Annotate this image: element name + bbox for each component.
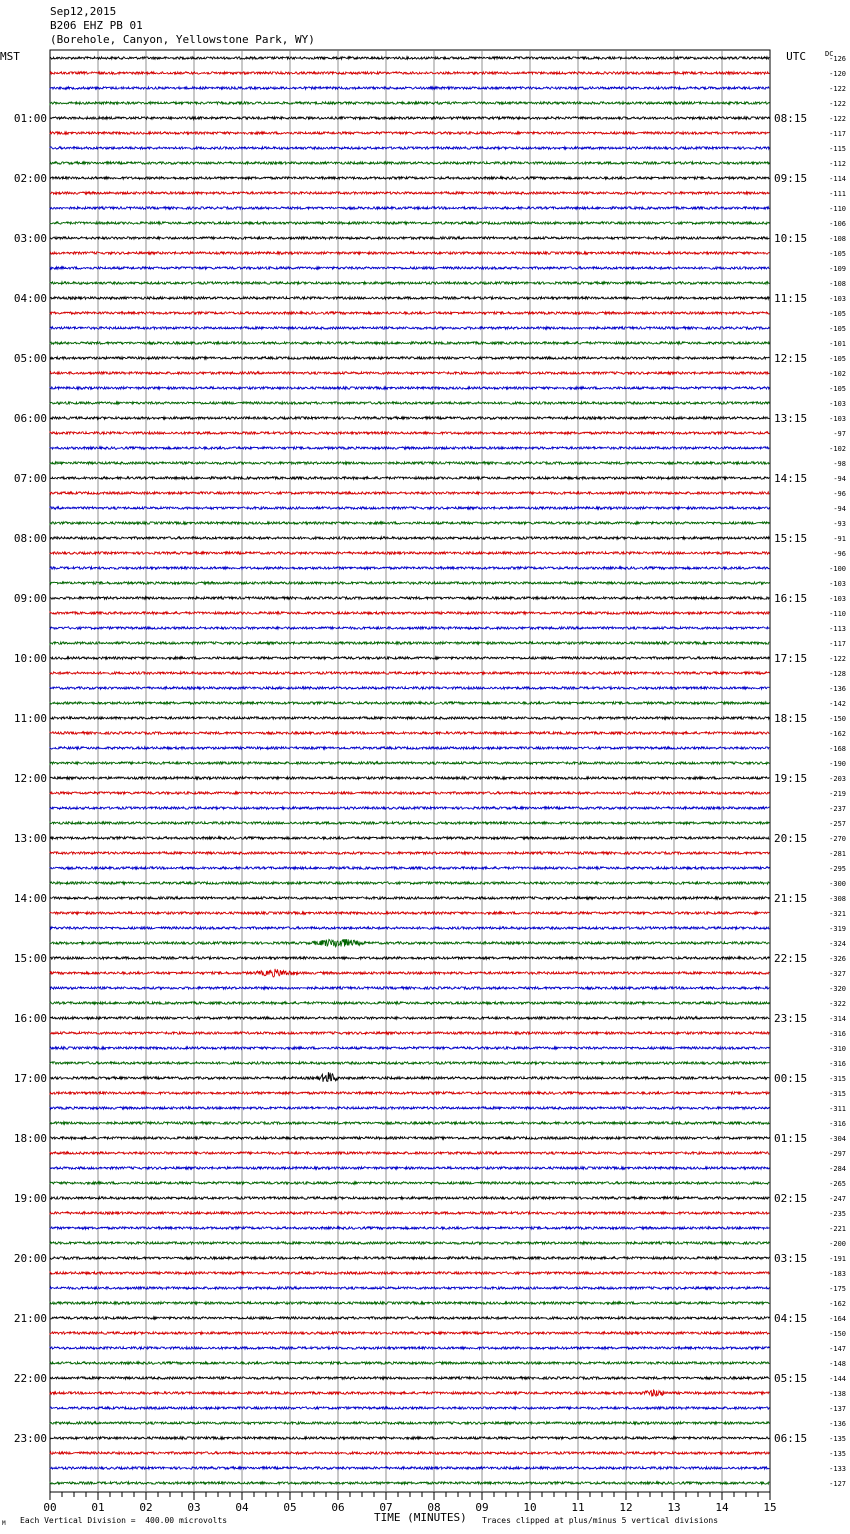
dc-offset-label: -295 [829, 865, 846, 873]
seismic-trace [50, 492, 769, 494]
mst-hour-label: 23:00 [13, 1432, 47, 1445]
seismic-trace [50, 1317, 769, 1319]
seismic-trace [50, 477, 769, 479]
dc-offset-label: -135 [829, 1450, 846, 1458]
seismic-trace [50, 207, 769, 209]
seismic-trace [50, 762, 769, 764]
seismic-trace [50, 1437, 769, 1439]
x-tick-label: 03 [187, 1501, 201, 1514]
dc-offset-label: -105 [829, 325, 846, 333]
dc-offset-label: -137 [829, 1405, 846, 1413]
seismic-trace [50, 447, 769, 449]
scale-note: Each Vertical Division = 400.00 microvolts [20, 1516, 228, 1525]
seismic-trace [50, 1167, 769, 1169]
mst-hour-label: 19:00 [13, 1192, 47, 1205]
seismic-trace [50, 507, 769, 509]
seismic-trace [50, 567, 769, 569]
utc-hour-label: 13:15 [774, 412, 808, 425]
dc-offset-label: -315 [829, 1090, 846, 1098]
dc-offset-label: -110 [829, 610, 846, 618]
seismic-trace [50, 1377, 769, 1379]
dc-offset-label: -100 [829, 565, 846, 573]
utc-hour-label: 02:15 [774, 1192, 808, 1205]
seismic-trace [50, 807, 769, 809]
utc-hour-label: 05:15 [774, 1372, 808, 1385]
dc-offset-label: -265 [829, 1180, 846, 1188]
seismic-trace [50, 462, 769, 464]
dc-offset-label: -98 [833, 460, 846, 468]
mst-hour-label: 11:00 [13, 712, 47, 725]
corner-mark: M [2, 1520, 6, 1527]
seismic-trace [50, 792, 769, 794]
dc-offset-label: -316 [829, 1120, 846, 1128]
dc-offset-label: -96 [833, 550, 846, 558]
seismic-trace [50, 1092, 769, 1094]
seismic-trace [50, 1332, 769, 1334]
mst-hour-label: 21:00 [13, 1312, 47, 1325]
dc-offset-label: -297 [829, 1150, 846, 1158]
x-tick-label: 12 [619, 1501, 633, 1514]
dc-offset-label: -103 [829, 415, 846, 423]
dc-offset-label: -150 [829, 715, 846, 723]
seismic-trace [50, 1287, 769, 1289]
seismic-trace [50, 162, 769, 164]
seismic-trace [50, 642, 769, 644]
utc-hour-label: 09:15 [774, 172, 808, 185]
seismic-trace [50, 1212, 769, 1214]
dc-offset-label: -122 [829, 655, 846, 663]
dc-offset-label: -106 [829, 220, 846, 228]
x-tick-label: 07 [379, 1501, 393, 1514]
seismic-trace [50, 837, 769, 839]
seismic-trace [50, 87, 769, 89]
dc-offset-label: -110 [829, 205, 846, 213]
seismic-trace [50, 672, 769, 674]
dc-offset-label: -203 [829, 775, 846, 783]
mst-hour-label: 10:00 [13, 652, 47, 665]
seismic-trace [50, 537, 769, 539]
utc-hour-label: 04:15 [774, 1312, 808, 1325]
mst-hour-label: 22:00 [13, 1372, 47, 1385]
seismic-trace [50, 72, 769, 74]
mst-hour-label: 20:00 [13, 1252, 47, 1265]
dc-offset-label: -247 [829, 1195, 846, 1203]
dc-offset-label: -103 [829, 595, 846, 603]
dc-offset-label: -102 [829, 370, 846, 378]
mst-hour-label: 14:00 [13, 892, 47, 905]
dc-offset-label: -108 [829, 280, 846, 288]
dc-offset-label: -91 [833, 535, 846, 543]
seismic-trace [50, 882, 769, 884]
seismic-trace [50, 1017, 769, 1019]
seismic-trace [50, 582, 769, 584]
dc-offset-label: -300 [829, 880, 846, 888]
seismic-trace [50, 297, 769, 299]
seismic-trace [50, 402, 769, 404]
seismic-trace [50, 597, 769, 599]
dc-offset-label: -148 [829, 1360, 846, 1368]
utc-hour-label: 06:15 [774, 1432, 808, 1445]
dc-offset-label: -101 [829, 340, 846, 348]
utc-hour-label: 12:15 [774, 352, 808, 365]
mst-hour-label: 03:00 [13, 232, 47, 245]
dc-offset-label: -96 [833, 490, 846, 498]
utc-hour-label: 21:15 [774, 892, 808, 905]
dc-offset-label: -113 [829, 625, 846, 633]
dc-offset-label: -138 [829, 1390, 846, 1398]
dc-offset-label: -126 [829, 55, 846, 63]
dc-offset-label: -235 [829, 1210, 846, 1218]
mst-hour-label: 16:00 [13, 1012, 47, 1025]
dc-offset-label: -321 [829, 910, 846, 918]
dc-offset-label: -133 [829, 1465, 846, 1473]
utc-hour-label: 19:15 [774, 772, 808, 785]
utc-hour-label: 17:15 [774, 652, 808, 665]
dc-offset-label: -128 [829, 670, 846, 678]
dc-offset-label: -319 [829, 925, 846, 933]
dc-offset-label: -327 [829, 970, 846, 978]
mst-hour-label: 08:00 [13, 532, 47, 545]
dc-offset-label: -105 [829, 355, 846, 363]
mst-hour-label: 12:00 [13, 772, 47, 785]
dc-offset-label: -115 [829, 145, 846, 153]
dc-offset-label: -237 [829, 805, 846, 813]
dc-offset-label: -168 [829, 745, 846, 753]
seismic-trace [50, 852, 769, 854]
dc-offset-label: -120 [829, 70, 846, 78]
seismic-trace [50, 702, 769, 704]
seismic-trace [50, 1482, 769, 1484]
seismic-trace [50, 627, 769, 629]
utc-hour-label: 18:15 [774, 712, 808, 725]
seismic-trace [50, 939, 769, 947]
dc-offset-label: -221 [829, 1225, 846, 1233]
seismic-trace [50, 912, 769, 914]
plot-frame [50, 50, 770, 1492]
dc-offset-label: -320 [829, 985, 846, 993]
dc-offset-label: -316 [829, 1030, 846, 1038]
dc-offset-label: -94 [833, 475, 846, 483]
dc-offset-label: -94 [833, 505, 846, 513]
dc-offset-label: -93 [833, 520, 846, 528]
seismic-trace [50, 522, 769, 524]
dc-offset-label: -310 [829, 1045, 846, 1053]
seismic-trace [50, 1452, 769, 1454]
utc-axis-label: UTC [786, 50, 806, 63]
x-tick-label: 02 [139, 1501, 153, 1514]
utc-hour-label: 16:15 [774, 592, 808, 605]
dc-offset-label: -191 [829, 1255, 846, 1263]
seismic-trace [50, 1302, 769, 1304]
dc-offset-label: -308 [829, 895, 846, 903]
seismic-trace [50, 312, 769, 314]
seismic-trace [50, 777, 769, 779]
seismic-trace [50, 717, 769, 719]
seismic-trace [50, 1182, 769, 1184]
utc-hour-label: 11:15 [774, 292, 808, 305]
seismic-trace [50, 192, 769, 194]
x-tick-label: 14 [715, 1501, 729, 1514]
seismic-trace [50, 372, 769, 374]
seismic-trace [50, 969, 769, 977]
dc-offset-label: -270 [829, 835, 846, 843]
dc-offset-label: -219 [829, 790, 846, 798]
dc-offset-label: -103 [829, 580, 846, 588]
dc-offset-label: -281 [829, 850, 846, 858]
dc-offset-label: -284 [829, 1165, 846, 1173]
seismic-trace [50, 102, 769, 104]
utc-hour-label: 20:15 [774, 832, 808, 845]
x-tick-label: 15 [763, 1501, 777, 1514]
seismic-trace [50, 222, 769, 224]
plot-date: Sep12,2015 [50, 5, 117, 18]
dc-offset-label: -122 [829, 115, 846, 123]
utc-hour-label: 00:15 [774, 1072, 808, 1085]
seismic-trace [50, 1272, 769, 1274]
dc-label: DC [825, 50, 834, 58]
dc-offset-label: -117 [829, 640, 846, 648]
dc-offset-label: -103 [829, 295, 846, 303]
seismic-trace [50, 1072, 769, 1082]
dc-offset-label: -136 [829, 685, 846, 693]
dc-offset-label: -162 [829, 1300, 846, 1308]
seismic-trace [50, 732, 769, 734]
seismic-trace [50, 387, 769, 389]
dc-offset-label: -105 [829, 250, 846, 258]
seismic-trace [50, 612, 769, 614]
seismic-trace [50, 1002, 769, 1004]
seismic-trace [50, 1390, 769, 1397]
dc-offset-label: -147 [829, 1345, 846, 1353]
seismic-trace [50, 552, 769, 554]
seismic-trace [50, 1257, 769, 1259]
dc-offset-label: -304 [829, 1135, 846, 1143]
dc-offset-label: -324 [829, 940, 846, 948]
station-code: B206 EHZ PB 01 [50, 19, 143, 32]
dc-offset-label: -122 [829, 100, 846, 108]
seismic-trace [50, 957, 769, 959]
mst-hour-label: 01:00 [13, 112, 47, 125]
seismic-trace [50, 822, 769, 824]
seismic-trace [50, 1422, 769, 1424]
seismic-trace [50, 177, 769, 179]
mst-hour-label: 09:00 [13, 592, 47, 605]
x-tick-label: 06 [331, 1501, 345, 1514]
mst-hour-label: 02:00 [13, 172, 47, 185]
clip-note: Traces clipped at plus/minus 5 vertical divisions [482, 1516, 719, 1525]
seismic-trace [50, 132, 769, 134]
dc-offset-label: -111 [829, 190, 846, 198]
seismic-trace [50, 327, 769, 329]
dc-offset-label: -142 [829, 700, 846, 708]
dc-offset-label: -97 [833, 430, 846, 438]
x-tick-label: 11 [571, 1501, 585, 1514]
seismic-trace [50, 1152, 769, 1154]
seismic-trace [50, 117, 769, 119]
dc-offset-label: -164 [829, 1315, 846, 1323]
seismic-trace [50, 417, 769, 419]
dc-offset-label: -109 [829, 265, 846, 273]
seismic-trace [50, 897, 769, 899]
x-tick-label: 00 [43, 1501, 57, 1514]
dc-offset-label: -103 [829, 400, 846, 408]
x-tick-label: 04 [235, 1501, 249, 1514]
dc-offset-label: -314 [829, 1015, 846, 1023]
dc-offset-label: -102 [829, 445, 846, 453]
seismic-trace [50, 147, 769, 149]
seismic-trace [50, 282, 769, 284]
seismic-trace [50, 1407, 769, 1409]
seismic-trace [50, 237, 769, 239]
mst-hour-label: 18:00 [13, 1132, 47, 1145]
dc-offset-label: -105 [829, 385, 846, 393]
dc-offset-label: -112 [829, 160, 846, 168]
utc-hour-label: 23:15 [774, 1012, 808, 1025]
dc-offset-label: -190 [829, 760, 846, 768]
dc-offset-label: -136 [829, 1420, 846, 1428]
mst-hour-label: 15:00 [13, 952, 47, 965]
x-axis-title: TIME (MINUTES) [374, 1511, 467, 1524]
seismic-trace [50, 357, 769, 359]
mst-hour-label: 06:00 [13, 412, 47, 425]
utc-hour-label: 01:15 [774, 1132, 808, 1145]
mst-axis-label: MST [0, 50, 20, 63]
mst-hour-label: 05:00 [13, 352, 47, 365]
mst-hour-label: 07:00 [13, 472, 47, 485]
dc-offset-label: -316 [829, 1060, 846, 1068]
dc-offset-label: -127 [829, 1480, 846, 1488]
seismic-trace [50, 1122, 769, 1124]
seismic-trace [50, 1137, 769, 1139]
seismic-trace [50, 342, 769, 344]
utc-hour-label: 22:15 [774, 952, 808, 965]
dc-offset-label: -122 [829, 85, 846, 93]
seismic-trace [50, 1227, 769, 1229]
x-tick-label: 13 [667, 1501, 681, 1514]
seismic-trace [50, 252, 769, 254]
dc-offset-label: -315 [829, 1075, 846, 1083]
dc-offset-label: -257 [829, 820, 846, 828]
seismic-trace [50, 1032, 769, 1034]
seismic-trace [50, 1047, 769, 1049]
utc-hour-label: 10:15 [774, 232, 808, 245]
dc-offset-label: -162 [829, 730, 846, 738]
dc-offset-label: -183 [829, 1270, 846, 1278]
seismic-trace [50, 267, 769, 269]
mst-hour-label: 13:00 [13, 832, 47, 845]
utc-hour-label: 08:15 [774, 112, 808, 125]
mst-hour-label: 04:00 [13, 292, 47, 305]
seismic-trace [50, 867, 769, 869]
dc-offset-label: -108 [829, 235, 846, 243]
station-location: (Borehole, Canyon, Yellowstone Park, WY) [50, 33, 315, 46]
seismic-trace [50, 432, 769, 434]
seismic-trace [50, 1467, 769, 1469]
mst-hour-label: 17:00 [13, 1072, 47, 1085]
seismic-trace [50, 1107, 769, 1109]
dc-offset-label: -144 [829, 1375, 846, 1383]
dc-offset-label: -114 [829, 175, 846, 183]
x-tick-label: 09 [475, 1501, 489, 1514]
utc-hour-label: 03:15 [774, 1252, 808, 1265]
dc-offset-label: -200 [829, 1240, 846, 1248]
seismic-trace [50, 1062, 769, 1064]
seismic-trace [50, 747, 769, 749]
x-tick-label: 01 [91, 1501, 105, 1514]
seismic-trace [50, 1242, 769, 1244]
x-tick-label: 05 [283, 1501, 297, 1514]
dc-offset-label: -311 [829, 1105, 846, 1113]
seismic-trace [50, 1197, 769, 1199]
dc-offset-label: -326 [829, 955, 846, 963]
dc-offset-label: -322 [829, 1000, 846, 1008]
seismic-trace [50, 1362, 769, 1364]
x-tick-label: 08 [427, 1501, 441, 1514]
x-tick-label: 10 [523, 1501, 537, 1514]
dc-offset-label: -135 [829, 1435, 846, 1443]
dc-offset-label: -175 [829, 1285, 846, 1293]
seismic-trace [50, 57, 769, 59]
seismic-trace [50, 1347, 769, 1349]
dc-offset-label: -150 [829, 1330, 846, 1338]
utc-hour-label: 15:15 [774, 532, 808, 545]
dc-offset-label: -117 [829, 130, 846, 138]
seismic-trace [50, 987, 769, 989]
seismic-trace [50, 927, 769, 929]
utc-hour-label: 14:15 [774, 472, 808, 485]
seismic-trace [50, 687, 769, 689]
seismic-trace [50, 657, 769, 659]
dc-offset-label: -105 [829, 310, 846, 318]
